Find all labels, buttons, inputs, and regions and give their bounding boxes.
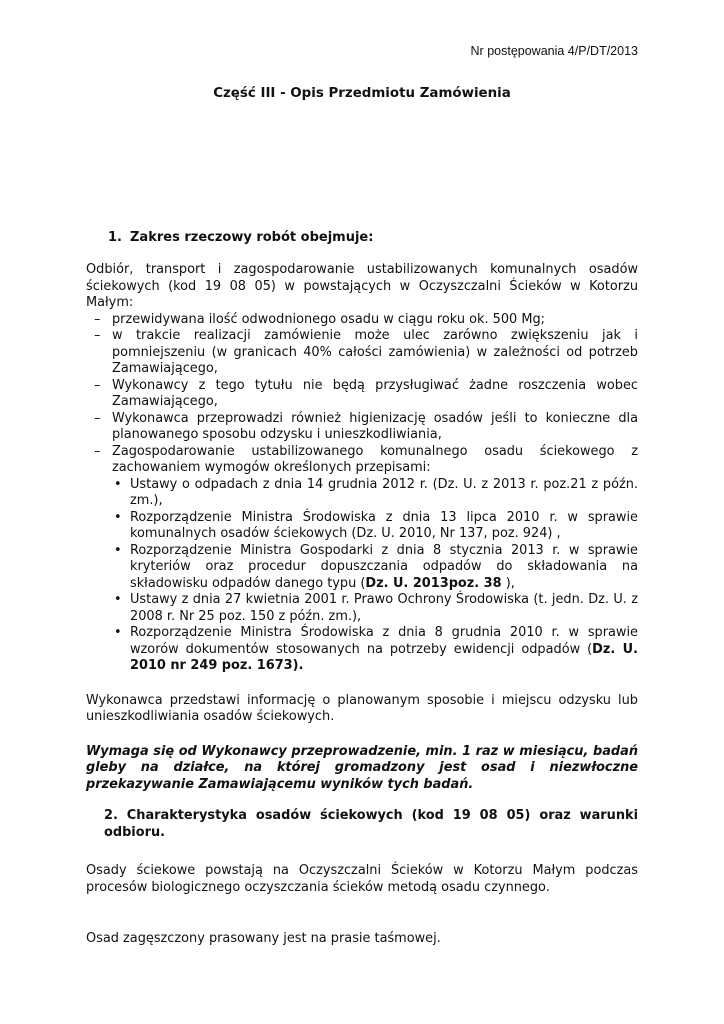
section-1-heading [108, 230, 373, 245]
contractor-info-paragraph: Wykonawca przedstawi informację o planowanym sposobie i miejscu odzysku lub unieszkodliwiania osadów ściekowych. [86, 692, 638, 724]
bullet-mark: • [114, 542, 122, 558]
regulations-bullet-list [112, 477, 638, 675]
dash-item [86, 444, 638, 675]
section-2-heading: 2. Charakterystyka osadów ściekowych (kod 19 08 05) oraz warunki odbioru. [104, 808, 638, 840]
dash-item-text: przewidywana ilość odwodnionego osadu w ciągu roku ok. 500 Mg; [112, 311, 546, 327]
section-2-paragraph-1: Osady ściekowe powstają na Oczyszczalni Ścieków w Kotorzu Małym podczas procesów biologicznego oczyszczania ścieków metodą osadu czynnego. [86, 863, 638, 895]
section-1-number: 1. [108, 230, 122, 245]
bullet-item [112, 510, 638, 543]
document-body [86, 262, 638, 948]
dash-mark: – [94, 377, 101, 393]
dash-item [86, 378, 638, 411]
bullet-mark: • [114, 476, 122, 492]
bullet-item [112, 625, 638, 675]
scope-dash-list [86, 312, 638, 675]
dash-item [86, 411, 638, 444]
bullet-item-text: Rozporządzenie Ministra Środowiska z dnia 8 grudnia 2010 r. w sprawie wzorów dokumentów stosowanych na potrzeby ewidencji odpadów ( [130, 625, 638, 657]
dash-item-text: w trakcie realizacji zamówienie może ulec zarówno zwiększeniu jak i pomniejszeniu (w granicach 40% całości zamówienia) w zależności od potrzeb Zamawiającego, [112, 328, 638, 376]
section-1-intro: Odbiór, transport i zagospodarowanie ustabilizowanych komunalnych osadów ściekowych (kod 19 08 05) w powstających w Oczyszczalni Ścieków w Kotorzu Małym: [86, 262, 638, 310]
bullet-item-text: Ustawy z dnia 27 kwietnia 2001 r. Prawo Ochrony Środowiska (t. jedn. Dz. U. z 2008 r. Nr 25 poz. 150 z późn. zm.), [130, 592, 638, 624]
dash-mark: – [94, 311, 101, 327]
section-2-paragraph-2: Osad zagęszczony prasowany jest na prasie taśmowej. [86, 931, 441, 946]
bullet-mark: • [114, 625, 122, 640]
dash-item [86, 312, 638, 329]
bullet-item [112, 543, 638, 593]
bullet-item [112, 477, 638, 510]
dash-item-text: Wykonawcy z tego tytułu nie będą przysługiwać żadne roszczenia wobec Zamawiającego, [112, 377, 638, 409]
bullet-item-citation: Dz. U. 2010 nr 249 poz. 1673). [130, 641, 638, 673]
bullet-item-text-end: ), [501, 575, 515, 591]
document-title: Część III - Opis Przedmiotu Zamówienia [213, 86, 511, 101]
dash-mark: – [94, 328, 101, 343]
dash-mark: – [94, 410, 101, 426]
bullet-item-citation: Dz. U. 2013poz. 38 [365, 575, 502, 591]
soil-testing-requirement: Wymaga się od Wykonawcy przeprowadzenie, min. 1 raz w miesiącu, badań gleby na działce, na której gromadzony jest osad i niezwłoczne przekazywanie Zamawiającemu wyników tych badań. [86, 743, 638, 792]
reference-number: Nr postępowania 4/P/DT/2013 [470, 44, 638, 58]
bullet-item-text: Ustawy o odpadach z dnia 14 grudnia 2012 r. (Dz. U. z 2013 r. poz.21 z późn. zm.), [130, 476, 638, 508]
dash-item [86, 328, 638, 378]
bullet-item-text: Rozporządzenie Ministra Gospodarki z dnia 8 stycznia 2013 r. w sprawie kryteriów oraz procedur dopuszczania odpadów do składowania na składowisku odpadów danego typu ( [130, 542, 638, 591]
bullet-item-text: Rozporządzenie Ministra Środowiska z dnia 13 lipca 2010 r. w sprawie komunalnych osadów ściekowych (Dz. U. 2010, Nr 137, poz. 924) , [130, 509, 638, 541]
dash-item-text: Wykonawca przeprowadzi również higienizację osadów jeśli to konieczne dla planowanego sposobu odzysku i unieszkodliwiania, [112, 410, 638, 442]
bullet-mark: • [114, 592, 122, 607]
dash-item-text: Zagospodarowanie ustabilizowanego komunalnego osadu ściekowego z zachowaniem wymogów określonych przepisami: [112, 443, 638, 475]
dash-mark: – [94, 443, 101, 459]
bullet-mark: • [114, 509, 122, 525]
bullet-item [112, 592, 638, 625]
section-1-heading-text: Zakres rzeczowy robót obejmuje: [130, 230, 374, 245]
